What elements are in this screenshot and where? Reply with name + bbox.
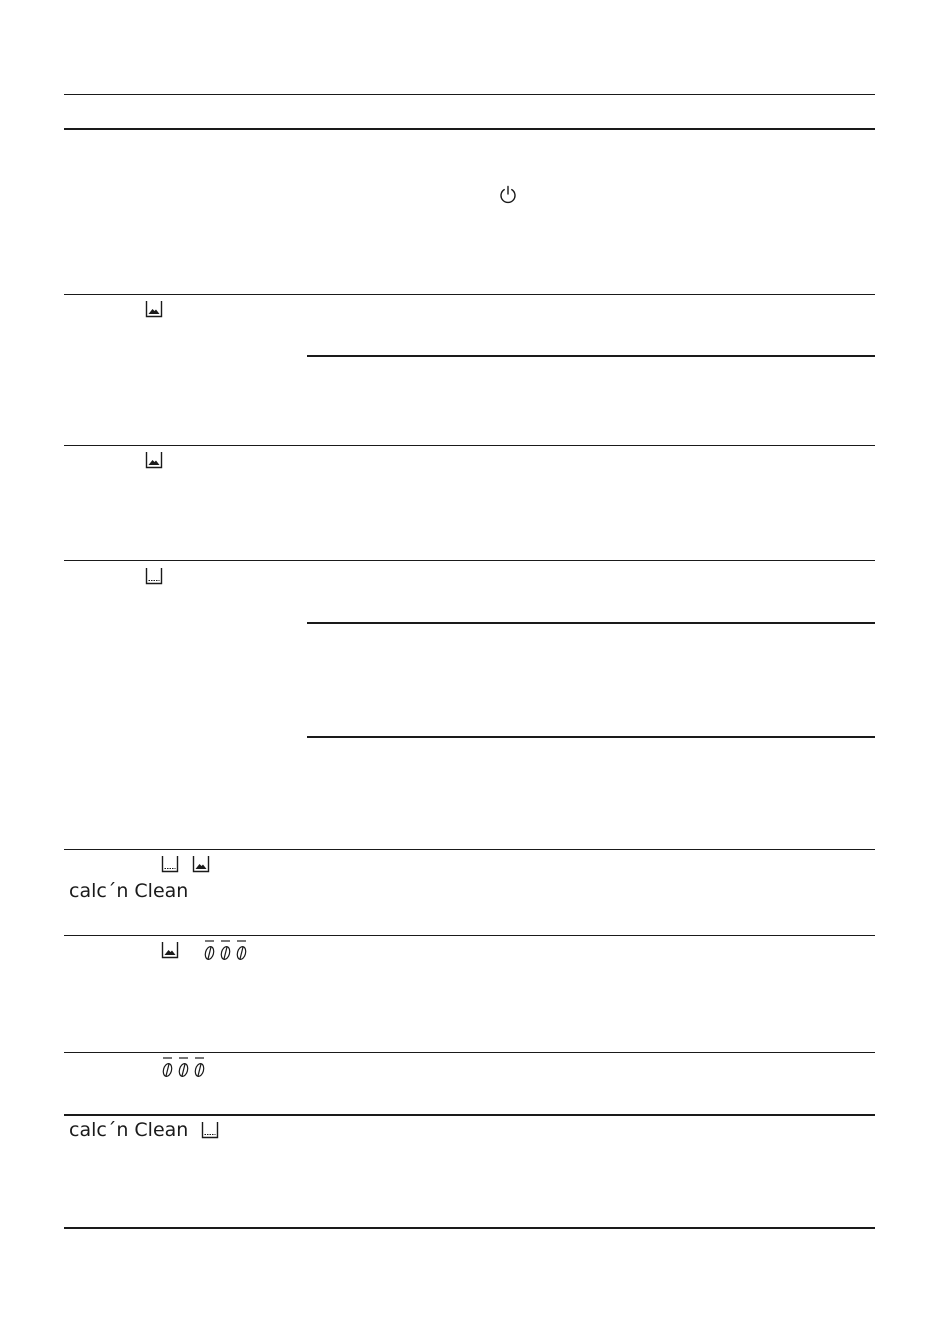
table-bottom-rule — [64, 1227, 875, 1229]
row-subdivider-3 — [307, 736, 875, 738]
water-tank-icon — [145, 567, 163, 586]
descale-icon — [145, 451, 163, 470]
power-icon — [498, 185, 518, 205]
row-divider-7 — [64, 1114, 875, 1116]
program-label-calc-n-clean: calc´n Clean — [69, 1119, 189, 1141]
row-divider-6 — [64, 1052, 875, 1053]
row-divider-4 — [64, 849, 875, 850]
coffee-beans-icon — [160, 1057, 208, 1079]
table-header-rule — [64, 128, 875, 130]
program-label-calc-n-clean: calc´n Clean — [69, 880, 189, 902]
table-top-rule — [64, 94, 875, 95]
coffee-beans-icon — [202, 940, 250, 962]
row-divider-5 — [64, 935, 875, 936]
water-tank-icon — [201, 1121, 219, 1140]
descale-icon — [192, 855, 210, 874]
descale-icon — [161, 941, 179, 960]
row-divider-3 — [64, 560, 875, 561]
row-divider-1 — [64, 294, 875, 295]
row-subdivider-2 — [307, 622, 875, 624]
descale-icon — [145, 300, 163, 319]
water-tank-icon — [161, 855, 179, 874]
row-subdivider-1 — [307, 355, 875, 357]
row-divider-2 — [64, 445, 875, 446]
